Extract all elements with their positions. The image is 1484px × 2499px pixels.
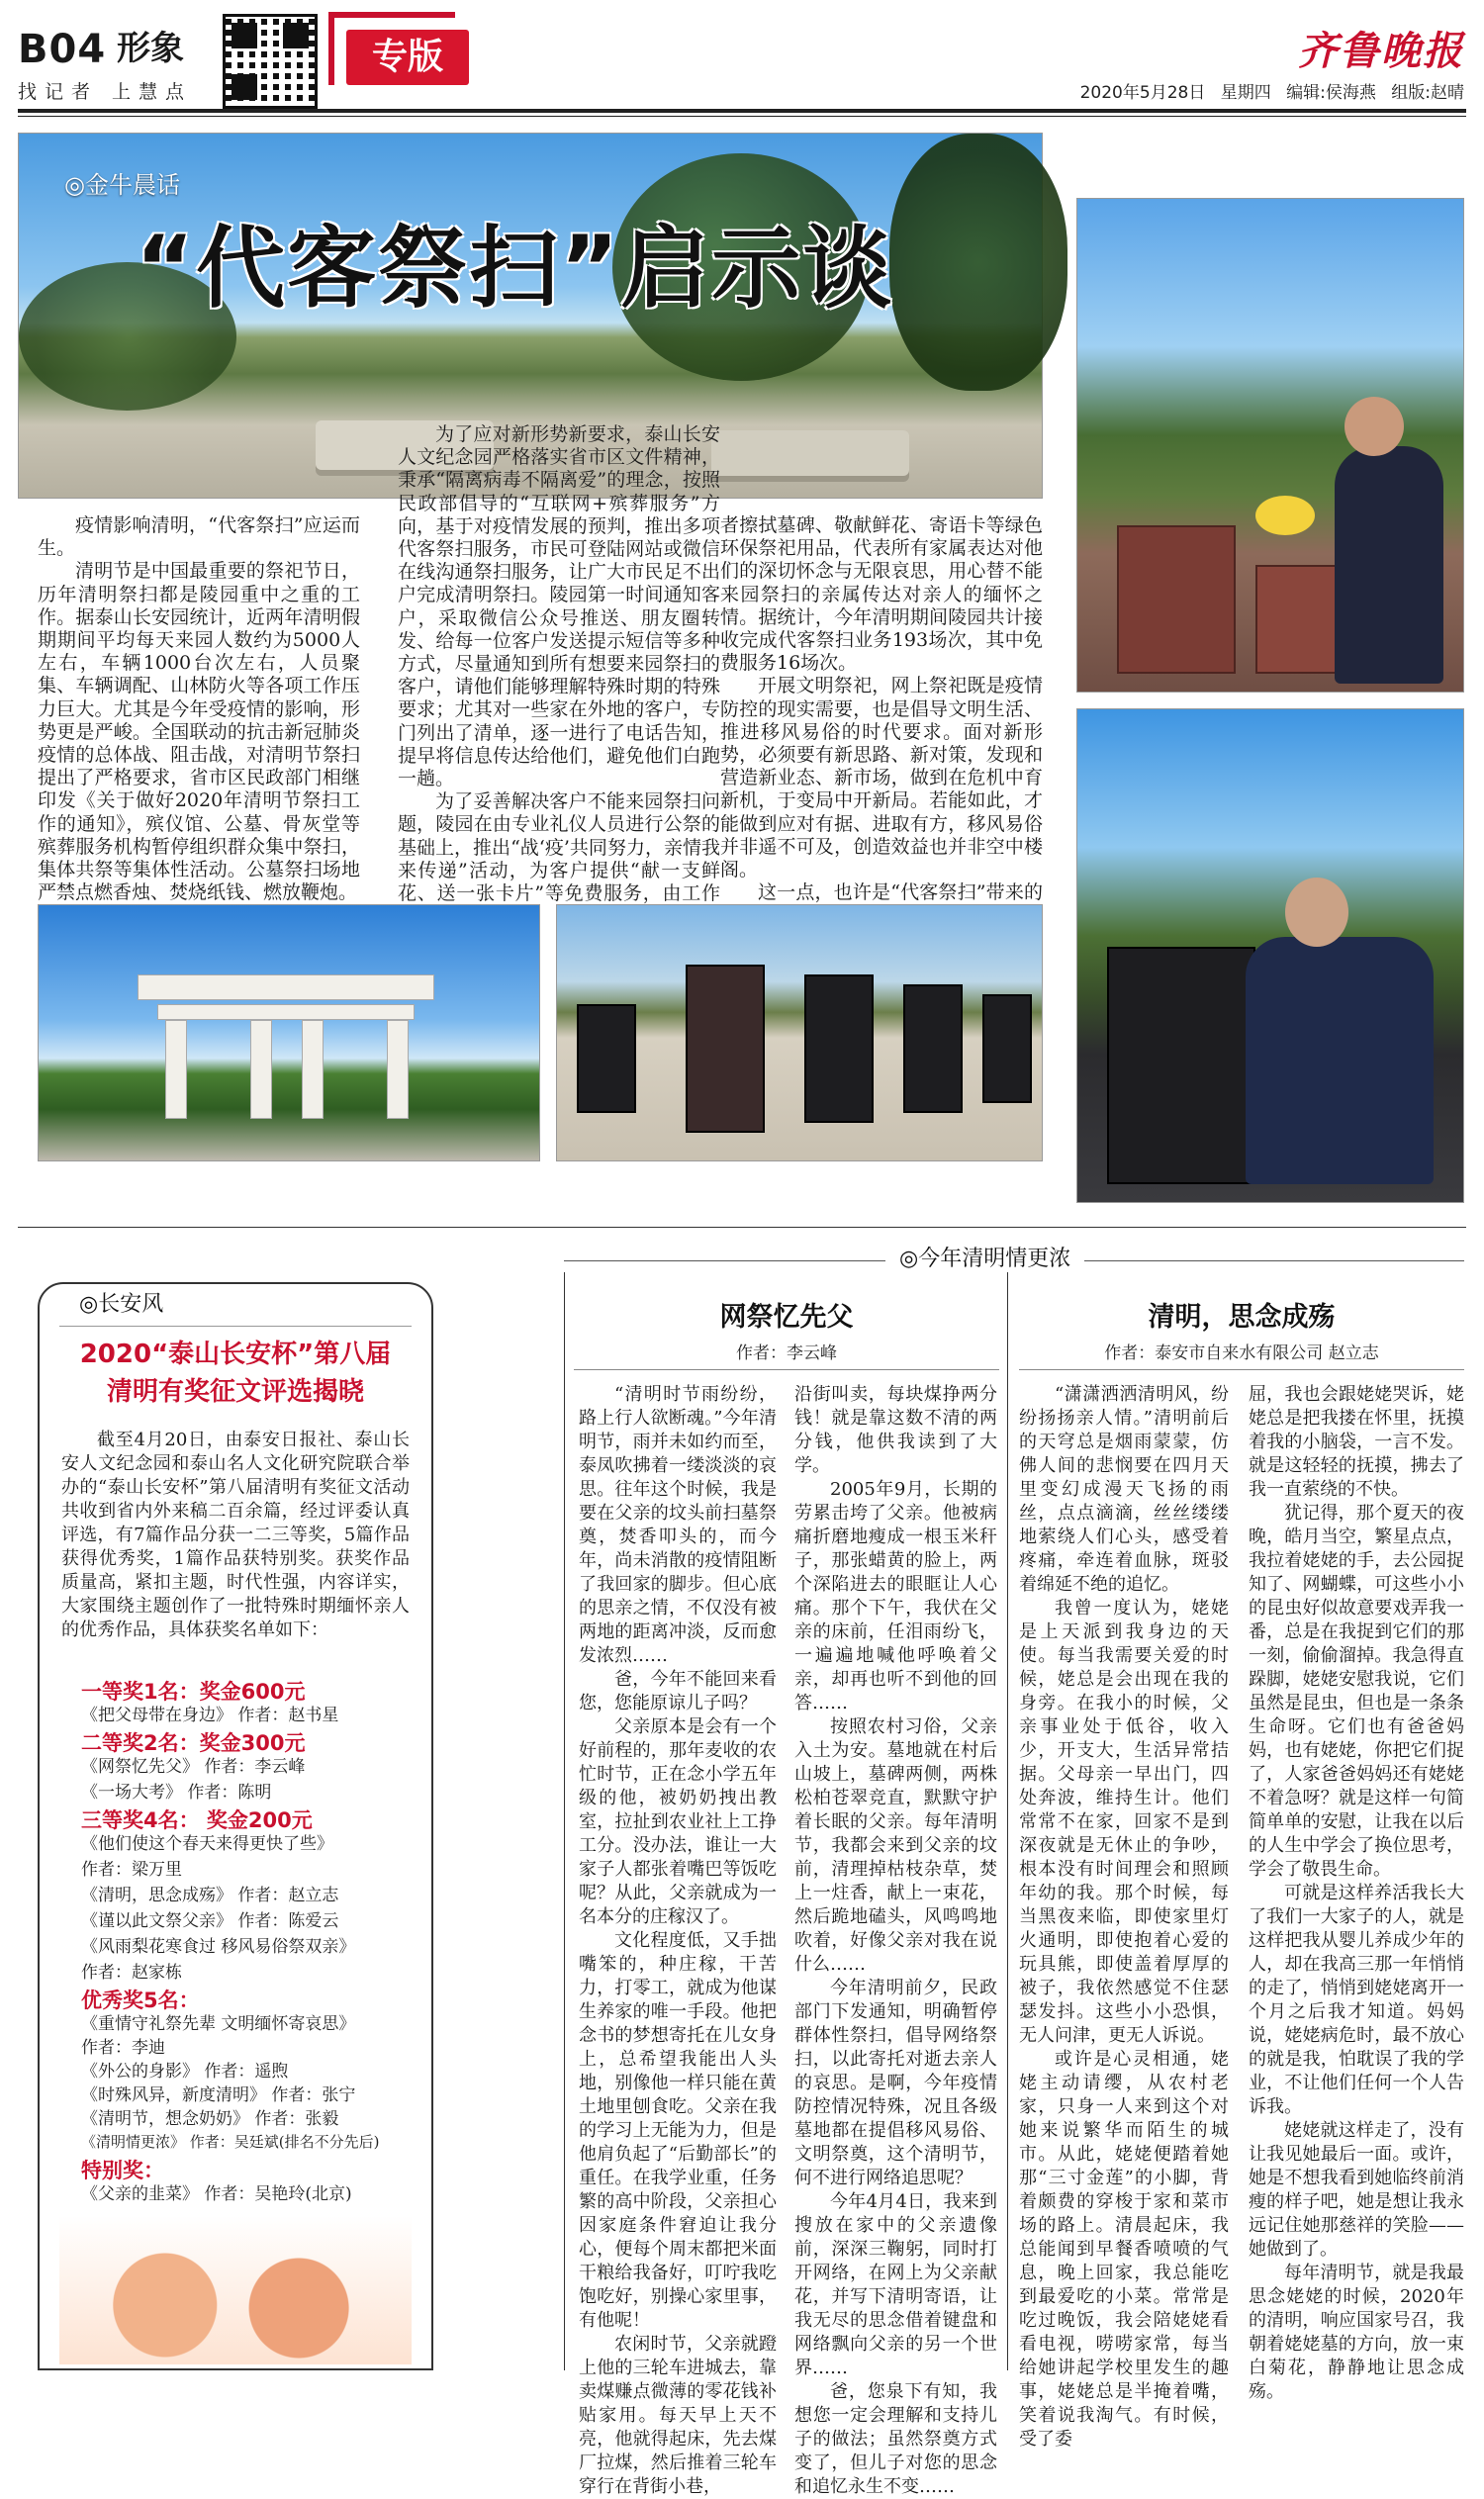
tombstone — [903, 984, 963, 1113]
photo-memorial-gate — [38, 904, 540, 1161]
tombstone — [1117, 525, 1236, 674]
award-entry: 《时殊风异，新度清明》 作者：张宁 — [81, 2085, 356, 2105]
article-col-1 — [38, 514, 360, 904]
head-shape — [1285, 878, 1348, 947]
paragraph: 文化程度低，又手拙嘴笨的，种庄稼，干苦力，打零工，就成为他谋生养家的唯一手段。他把念书的梦想寄托在儿女身上，总希望我能出人头地，别像他一样只能在黄土地里刨食吃。父亲在我的学习上无能为力，但是他肩负起了“后勤部长”的重任。在我学业重，任务繁的高中阶段，父亲担心因家庭条件窘迫让我分心，便每个周末都把米面干粮给我备好，叮咛我吃饱吃好，别操心家里事，有他呢！ — [579, 1930, 777, 2331]
article-col — [1249, 1383, 1464, 2404]
award-entry: 《一场大考》 作者：陈明 — [81, 1783, 272, 1803]
gate-pillar — [387, 1020, 409, 1119]
section-heading: ◎今年清明情更浓 — [885, 1249, 1084, 1270]
paragraph: 爸，今年不能回来看您，您能原谅儿子吗？ — [579, 1669, 777, 1713]
award-entry: 《风雨梨花寒食过 移风易俗祭双亲》 — [81, 1937, 356, 1957]
paragraph: 为了妥善解决客户不能来园祭扫问题，陵园在由专业礼仪人员进行公祭的基础上，推出“战‘疫’共同努力，亲情我来传递”活动，为客户提供“献一支鲜花、送一张卡片”等免费服务，由工作 — [398, 790, 720, 905]
flower-shape — [1255, 496, 1315, 535]
award-entry: 《清明情更浓》 作者：吴廷斌(排名不分先后) — [81, 2133, 380, 2151]
award-entry: 《谨以此文祭父亲》 作者：陈爱云 — [81, 1911, 339, 1931]
thumbs-up-illustration — [59, 2216, 412, 2364]
box-rule — [59, 1326, 412, 1327]
paragraph: 沿街叫卖，每块煤挣两分钱！就是靠这数不清的两分钱，他供我读到了大学。 — [794, 1384, 997, 1476]
gate-beam — [157, 1004, 415, 1020]
gate-pillar — [302, 1020, 324, 1119]
contest-body — [61, 1429, 410, 1642]
award-entry: 《清明，思念成殇》 作者：赵立志 — [81, 1886, 339, 1905]
article-col — [794, 1383, 997, 2499]
award-entry: 《网祭忆先父》 作者：李云峰 — [81, 1757, 306, 1777]
paragraph: 按照农村习俗，父亲入土为安。墓地就在村后山坡上，墓碑两侧，两株松柏苍翠竞直，默默守护着长眠的父亲。每年清明节，我都会来到父亲的坟前，清理掉枯枝杂草，焚上一炷香，献上一束花，然后跪地磕头，风鸣鸣地吹着，好像父亲对我在说什么…… — [794, 1716, 997, 1975]
column-divider — [1007, 1272, 1008, 2370]
tree-shape — [889, 134, 1067, 391]
award-heading: 优秀奖5名： — [81, 1989, 200, 2012]
paragraph: 这一点，也许是“代客祭扫”带来的 — [758, 881, 1043, 904]
award-entry: 《重情守礼祭先辈 文明缅怀寄哀思》 — [81, 2014, 356, 2034]
tombstone — [804, 974, 874, 1123]
title-rule — [1019, 1369, 1464, 1370]
paragraph: 今年清明前夕，民政部门下发通知，明确暂停群体性祭扫，倡导网络祭扫，以此寄托对逝去亲人的哀思。是啊，今年疫情防控情况特殊，况且各级墓地都在提倡移风易俗、文明祭奠，这个清明节，何不进行网络追思呢？ — [794, 1978, 997, 2188]
contest-title-line1: 2020“泰山长安杯”第八届 — [79, 1340, 392, 1369]
paragraph: 或许是心灵相通，姥姥主动请缨，从农村老家，只身一人来到这个对她来说繁华而陌生的城市。从此，姥姥便踏着她那“三寸金莲”的小脚，背着颇费的穿梭于家和菜市场的路上。清晨起床，我总能闻到早餐香喷喷的气息，晚上回家，我总能吃到最爱吃的小菜。常常是吃过晚饭，我会陪姥姥看看电视，唠唠家常，每当给她讲起学校里发生的趣事，姥姥总是半掩着嘴，笑着说我淘气。有时候，受了委 — [1019, 2049, 1229, 2450]
stone-table — [711, 430, 909, 476]
paragraph: “清明时节雨纷纷，路上行人欲断魂。”今年清明节，雨并未如约而至，泰凤吹拂着一缕淡淡的哀思。往年这个时候，我是要在父亲的坟头前扫墓祭奠，焚香叩头的，而今年，尚未消散的疫情阻断了我回家的脚步。但心底的思亲之情，不仅没有被两地的距离冲淡，反而愈发浓烈…… — [579, 1384, 777, 1666]
award-entry: 《外公的身影》 作者：遥煦 — [81, 2062, 289, 2082]
gate-beam — [138, 974, 434, 1000]
gate-pillar — [250, 1020, 272, 1119]
contest-title-line2: 清明有奖征文评选揭晓 — [106, 1377, 364, 1407]
tombstone — [1255, 565, 1345, 674]
article-col-3 — [720, 514, 1043, 928]
tombstone — [577, 1004, 636, 1113]
section-divider — [18, 1227, 1466, 1228]
paragraph: 为了应对新形势新要求，泰山长安人文纪念园严格落实省市区文件精神，秉承“隔离病毒不隔离爱”的理念，按照民政部倡导的“互联网+殡葬服务”方向，基于对疫情发展的预判，推出多项代客祭扫服务，市民可登陆网站或微信在线沟通祭扫服务，让广大市民足不出户完成清明祭扫。陵园第一时间通知客户，采取微信公众号推送、朋友圈转发、给每一位客户发送提示短信等多种方式，尽量通知到所有想要来园祭扫的客户，请他们能够理解特殊时期的特殊要求；尤其对一些家在外地的客户，专门列出了清单，逐一进行了电话告知，提早将信息传达给他们，避免他们白跑一趟。 — [398, 423, 720, 790]
paragraph: 开展文明祭祀，网上祭祀既是疫情防控的现实需要，也是倡导文明生活、推进移风易俗的时代要求。面对新形势，必须要有新思路、新对策，发现和营造新业态、新市场，做到在危机中育新机，于变局中开新局。若能如此，才能做到应对有据、进取有方，移风易俗并非遥不可及，创造效益也并非空中楼阁。 — [720, 675, 1043, 881]
section-name: 形象 — [117, 29, 184, 68]
article-title: 网祭忆先父 — [719, 1302, 854, 1333]
paragraph: 今年4月4日，我来到搜放在家中的父亲遗像前，深深三鞠躬，同时打开网络，在网上为父亲献花，并写下清明寄语，让我无尽的思念借着键盘和网络飘向父亲的另一个世界…… — [794, 2191, 997, 2378]
staff-figure — [1335, 446, 1443, 684]
gate-pillar — [165, 1020, 187, 1119]
award-heading: 一等奖1名：奖金600元 — [81, 1680, 306, 1704]
paragraph: 父亲原本是会有一个好前程的，那年麦收的农忙时节，正在念小学五年级的他，被奶奶拽出教室，拉扯到农业社上工挣工分。没办法，谁让一大家子人都张着嘴巴等饭吃呢？从此，父亲就成为一名本分的庄稼汉了。 — [579, 1716, 777, 1927]
article-col-2 — [398, 423, 720, 928]
article-col — [579, 1383, 777, 2499]
paragraph: 每年清明节，就是我最思念姥姥的时候，2020年的清明，响应国家号召，我朝着姥姥墓的方向，放一束白菊花，静静地让思念成殇。 — [1249, 2263, 1464, 2402]
award-heading: 特别奖： — [81, 2159, 164, 2182]
award-entry: 《他们使这个春天来得更快了些》 — [81, 1834, 333, 1854]
paragraph: 爸，您泉下有知，我想您一定会理解和支持儿子的做法；虽然祭奠方式变了，但儿子对您的思念和追忆永生不变…… — [794, 2381, 997, 2497]
masthead-rule — [18, 109, 1466, 113]
article-author: 作者：泰安市自来水有限公司 赵立志 — [1104, 1343, 1379, 1363]
masthead-slogan: 找记者 上慧点 — [18, 81, 193, 103]
paragraph: 疫情影响清明，“代客祭扫”应运而生。 — [38, 514, 360, 560]
article-author: 作者：李云峰 — [736, 1343, 837, 1363]
paragraph: “潇潇洒洒清明风，纷纷扬扬亲人情。”清明前后的天穹总是烟雨蒙蒙，仿佛人间的悲悯要在四月天里变幻成漫天飞扬的雨丝，点点滴滴，丝丝缕缕地萦绕人们心头，感受着疼痛，牵连着血脉，斑驳着绵延不绝的追忆。 — [1019, 1384, 1229, 1595]
staff-figure — [1246, 937, 1434, 1184]
qr-code-icon[interactable] — [223, 14, 318, 109]
award-entry: 《清明节，想念奶奶》 作者：张毅 — [81, 2109, 339, 2129]
issue-meta: 2020年5月28日 星期四 编辑:侯海燕 组版:赵晴 — [1079, 83, 1464, 103]
paragraph: 屈，我也会跟姥姥哭诉，姥姥总是把我搂在怀里，抚摸着我的小脑袋，一言不发。就是这轻轻的抚摸，拂去了我一直萦绕的不快。 — [1249, 1384, 1464, 1500]
paragraph: 可就是这样养活我长大了我们一大家子的人，就是这样把我从婴儿养成少年的人，却在我高三那一年悄悄的走了，悄悄到姥姥离开一个月之后我才知道。妈妈说，姥姥病危时，最不放心的就是我，怕耽误了我的学业，不让他们任何一个人告诉我。 — [1249, 1883, 1464, 2117]
newspaper-logo: 齐鲁晚报 — [1298, 28, 1464, 74]
headline: “代客祭扫”启示谈 — [136, 217, 894, 321]
box-kicker: ◎长安风 — [79, 1292, 164, 1317]
paragraph: 姥姥就这样走了，没有让我见她最后一面。或许，她是不想我看到她临终前消瘦的样子吧，她是想让我永远记住她那慈祥的笑脸——她做到了。 — [1249, 2120, 1464, 2260]
column-divider — [564, 1272, 565, 2370]
award-heading: 三等奖4名： 奖金200元 — [81, 1808, 313, 1832]
paragraph: 农闲时节，父亲就蹬上他的三轮车进城去，靠卖煤赚点微薄的零花钱补贴家用。每天早上天不亮，他就得起床，先去煤厂拉煤，然后推着三轮车穿行在背街小巷， — [579, 2334, 777, 2497]
paragraph: 截至4月20日，由泰安日报社、泰山长安人文纪念园和泰山名人文化研究院联合举办的“泰山长安杯”第八届清明有奖征文活动共收到省内外来稿二百余篇，经过评委认真评选，有7篇作品分获一二三等奖，5篇作品获得优秀奖，1篇作品获特别奖。获奖作品质量高，紧扣主题，时代性强，内容详实，大家围绕主题创作了一批特殊时期缅怀亲人的优秀作品，具体获奖名单如下： — [61, 1430, 410, 1640]
title-rule — [574, 1369, 999, 1370]
award-entry: 作者：李迪 — [81, 2038, 165, 2058]
article-col — [1019, 1383, 1229, 2452]
award-entry: 《把父母带在身边》 作者：赵书星 — [81, 1706, 339, 1725]
article-title: 清明，思念成殇 — [1148, 1302, 1336, 1333]
paragraph: 我曾一度认为，姥姥是上天派到我身边的天使。每当我需要关爱的时候，姥总是会出现在我的身旁。在我小的时候，父亲事业处于低谷，收入少，开支大，生活异常拮据。父母亲一早出门，四处奔波，维持生计。他们常常不在家，回家不是到深夜就是无休止的争吵，根本没有时间理会和照顾年幼的我。那个时候，每当黑夜来临，即使家里灯火通明，即使抱着心爱的玩具熊，即使盖着厚厚的被子，我依然感觉不住瑟瑟发抖。这些小小恐惧，无人问津，更无人诉说。 — [1019, 1598, 1229, 2046]
award-entry: 作者：赵家栋 — [81, 1963, 182, 1983]
tombstone — [1107, 947, 1255, 1184]
photo-tomb-cleaning — [1076, 708, 1464, 1203]
special-edition-tag: 专版 — [346, 30, 469, 85]
paragraph: 2005年9月，长期的劳累击垮了父亲。他被病痛折磨地瘦成一根玉米秆子，那张蜡黄的脸上，两个深陷进去的眼眶让人心痛。那个下午，我伏在父亲的床前，任泪雨纷飞，一遍遍地喊他呼唤着父亲，却再也听不到他的回答…… — [794, 1479, 997, 1713]
masthead-rule-thin — [18, 116, 1466, 117]
award-entry: 作者：梁万里 — [81, 1860, 182, 1880]
photo-cemetery-rows — [556, 904, 1043, 1161]
head-shape — [1345, 397, 1404, 456]
tombstone — [686, 965, 765, 1133]
paragraph: 清明节是中国最重要的祭祀节日，历年清明祭扫都是陵园重中之重的工作。据泰山长安园统计，近两年清明假期期间平均每天来园人数约为5000人左右，车辆1000台次左右，人员聚集、车辆调配、山林防火等各项工作压力巨大。尤其是今年受疫情的影响，形势更是严峻。全国联动的抗击新冠肺炎疫情的总体战、阻击战，对清明节祭扫提出了严格要求，省市区民政部门相继印发《关于做好2020年清明节祭扫工作的通知》，殡仪馆、公墓、骨灰堂等殡葬服务机构暂停组织群众集中祭扫，集体共祭等集体性活动。公墓祭扫场地严禁点燃香烛、焚烧纸钱、燃放鞭炮。 — [38, 560, 360, 904]
column-kicker: ◎金牛晨话 — [64, 171, 180, 199]
award-entry: 《父亲的韭菜》 作者：吴艳玲(北京) — [81, 2184, 352, 2204]
paragraph: 者擦拭墓碑、敬献鲜花、寄语卡等绿色环保祭祀用品，代表所有家属表达对他们的深切怀念与无限哀思，用心替不能来园祭扫的亲属传达对亲人的缅怀之情。据统计，今年清明期间陵园共计接收完成代客祭扫业务193场次，其中免费服务16场次。 — [720, 514, 1043, 675]
tombstone — [982, 994, 1032, 1103]
photo-tomb-sweeping-flowers — [1076, 198, 1464, 693]
paragraph: 犹记得，那个夏天的夜晚，皓月当空，繁星点点，我拉着姥姥的手，去公园捉知了、网蝴蝶，可这些小小的昆虫好似故意要戏弄我一番，总是在我捉到它们的那一刻，偷偷溜掉。我急得直跺脚，姥姥安慰我说，它们虽然是昆虫，但也是一条条生命呀。它们也有爸爸妈妈，也有姥姥，你把它们捉了，人家爸爸妈妈还有姥姥不着急呀？就是这样一句简简单单的安慰，让我在以后的人生中学会了换位思考，学会了敬畏生命。 — [1249, 1503, 1464, 1880]
award-heading: 二等奖2名：奖金300元 — [81, 1731, 306, 1755]
page-number: B04 — [18, 27, 107, 72]
